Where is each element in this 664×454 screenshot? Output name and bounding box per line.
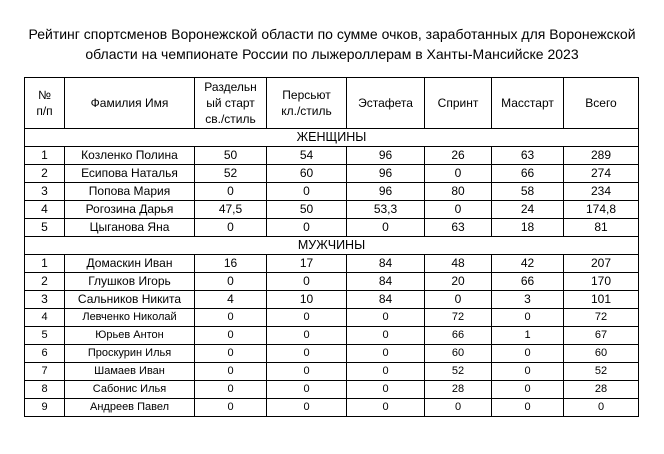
header-name: Фамилия Имя <box>65 78 195 129</box>
cell-relay: 96 <box>347 183 425 201</box>
cell-relay: 0 <box>347 219 425 237</box>
cell-sprint: 0 <box>425 201 492 219</box>
cell-total: 174,8 <box>564 201 639 219</box>
cell-relay: 84 <box>347 273 425 291</box>
table-row <box>25 363 639 381</box>
title-line-2: области на чемпионате России по лыжероллерам в Ханты-Мансийске 2023 <box>85 46 579 62</box>
cell-pursuit: 0 <box>267 363 347 381</box>
cell-name: Рогозина Дарья <box>65 201 195 219</box>
cell-pursuit: 0 <box>267 345 347 363</box>
header-num: № п/п <box>25 78 65 129</box>
table-row <box>25 219 639 237</box>
cell-name: Андреев Павел <box>65 399 195 417</box>
table-row <box>25 399 639 417</box>
cell-name: Есипова Наталья <box>65 165 195 183</box>
cell-sprint: 48 <box>425 255 492 273</box>
cell-relay: 0 <box>347 327 425 345</box>
table-row <box>25 201 639 219</box>
cell-massstart: 66 <box>492 165 564 183</box>
cell-num: 2 <box>25 273 65 291</box>
cell-separate: 0 <box>195 309 267 327</box>
table-row <box>25 147 639 165</box>
table-row <box>25 183 639 201</box>
cell-pursuit: 0 <box>267 327 347 345</box>
cell-sprint: 72 <box>425 309 492 327</box>
cell-massstart: 0 <box>492 381 564 399</box>
cell-total: 28 <box>564 381 639 399</box>
cell-sprint: 0 <box>425 165 492 183</box>
table-body <box>25 129 639 417</box>
cell-total: 0 <box>564 399 639 417</box>
cell-num: 9 <box>25 399 65 417</box>
cell-num: 4 <box>25 201 65 219</box>
cell-separate: 0 <box>195 345 267 363</box>
cell-separate: 52 <box>195 165 267 183</box>
cell-relay: 0 <box>347 309 425 327</box>
cell-name: Левченко Николай <box>65 309 195 327</box>
table-row <box>25 345 639 363</box>
cell-relay: 0 <box>347 381 425 399</box>
cell-massstart: 0 <box>492 399 564 417</box>
cell-separate: 0 <box>195 327 267 345</box>
cell-separate: 4 <box>195 291 267 309</box>
cell-relay: 0 <box>347 363 425 381</box>
cell-sprint: 28 <box>425 381 492 399</box>
section-label: МУЖЧИНЫ <box>25 237 639 255</box>
rating-table <box>24 77 639 417</box>
cell-separate: 0 <box>195 399 267 417</box>
cell-sprint: 63 <box>425 219 492 237</box>
cell-sprint: 26 <box>425 147 492 165</box>
cell-total: 289 <box>564 147 639 165</box>
cell-num: 2 <box>25 165 65 183</box>
cell-name: Юрьев Антон <box>65 327 195 345</box>
cell-relay: 0 <box>347 399 425 417</box>
cell-pursuit: 0 <box>267 309 347 327</box>
cell-pursuit: 17 <box>267 255 347 273</box>
cell-massstart: 58 <box>492 183 564 201</box>
cell-name: Домаскин Иван <box>65 255 195 273</box>
cell-num: 7 <box>25 363 65 381</box>
header-pursuit: Персьют кл./стиль <box>267 78 347 129</box>
cell-sprint: 52 <box>425 363 492 381</box>
cell-num: 5 <box>25 327 65 345</box>
cell-massstart: 1 <box>492 327 564 345</box>
cell-relay: 84 <box>347 291 425 309</box>
cell-num: 1 <box>25 255 65 273</box>
cell-pursuit: 54 <box>267 147 347 165</box>
header-sprint: Спринт <box>425 78 492 129</box>
cell-total: 274 <box>564 165 639 183</box>
cell-separate: 47,5 <box>195 201 267 219</box>
cell-pursuit: 0 <box>267 273 347 291</box>
cell-num: 3 <box>25 291 65 309</box>
header-relay: Эстафета <box>347 78 425 129</box>
cell-separate: 50 <box>195 147 267 165</box>
table-row <box>25 327 639 345</box>
cell-sprint: 66 <box>425 327 492 345</box>
cell-num: 1 <box>25 147 65 165</box>
cell-num: 5 <box>25 219 65 237</box>
table-row <box>25 381 639 399</box>
table-row <box>25 309 639 327</box>
cell-num: 3 <box>25 183 65 201</box>
cell-total: 60 <box>564 345 639 363</box>
table-row <box>25 273 639 291</box>
cell-total: 101 <box>564 291 639 309</box>
table-row <box>25 291 639 309</box>
cell-separate: 0 <box>195 183 267 201</box>
title-line-1: Рейтинг спортсменов Воронежской области по сумме очков, заработанных для Воронежской <box>28 26 636 42</box>
cell-massstart: 3 <box>492 291 564 309</box>
cell-total: 52 <box>564 363 639 381</box>
cell-relay: 84 <box>347 255 425 273</box>
cell-pursuit: 60 <box>267 165 347 183</box>
cell-pursuit: 0 <box>267 381 347 399</box>
cell-total: 170 <box>564 273 639 291</box>
cell-relay: 53,3 <box>347 201 425 219</box>
cell-relay: 96 <box>347 147 425 165</box>
cell-massstart: 66 <box>492 273 564 291</box>
header-row <box>25 78 639 129</box>
cell-num: 6 <box>25 345 65 363</box>
cell-name: Сальников Никита <box>65 291 195 309</box>
cell-massstart: 0 <box>492 345 564 363</box>
cell-num: 4 <box>25 309 65 327</box>
header-separate-start: Раздельн ый старт св./стиль <box>195 78 267 129</box>
cell-num: 8 <box>25 381 65 399</box>
section-row-men <box>25 237 639 255</box>
cell-name: Проскурин Илья <box>65 345 195 363</box>
cell-name: Попова Мария <box>65 183 195 201</box>
cell-pursuit: 0 <box>267 183 347 201</box>
document-title <box>20 24 644 64</box>
cell-massstart: 0 <box>492 309 564 327</box>
section-label: ЖЕНЩИНЫ <box>25 129 639 147</box>
cell-name: Глушков Игорь <box>65 273 195 291</box>
cell-separate: 0 <box>195 273 267 291</box>
cell-separate: 16 <box>195 255 267 273</box>
cell-pursuit: 0 <box>267 399 347 417</box>
cell-separate: 0 <box>195 219 267 237</box>
table-row <box>25 165 639 183</box>
cell-total: 72 <box>564 309 639 327</box>
cell-pursuit: 0 <box>267 219 347 237</box>
cell-name: Сабонис Илья <box>65 381 195 399</box>
cell-name: Цыганова Яна <box>65 219 195 237</box>
cell-sprint: 0 <box>425 291 492 309</box>
cell-total: 234 <box>564 183 639 201</box>
cell-name: Шамаев Иван <box>65 363 195 381</box>
cell-relay: 0 <box>347 345 425 363</box>
cell-sprint: 0 <box>425 399 492 417</box>
cell-massstart: 24 <box>492 201 564 219</box>
cell-relay: 96 <box>347 165 425 183</box>
cell-total: 81 <box>564 219 639 237</box>
cell-massstart: 18 <box>492 219 564 237</box>
table-row <box>25 255 639 273</box>
header-total: Всего <box>564 78 639 129</box>
cell-pursuit: 50 <box>267 201 347 219</box>
cell-total: 207 <box>564 255 639 273</box>
cell-sprint: 80 <box>425 183 492 201</box>
cell-massstart: 63 <box>492 147 564 165</box>
cell-sprint: 20 <box>425 273 492 291</box>
header-massstart: Масстарт <box>492 78 564 129</box>
cell-separate: 0 <box>195 381 267 399</box>
cell-massstart: 0 <box>492 363 564 381</box>
cell-total: 67 <box>564 327 639 345</box>
cell-separate: 0 <box>195 363 267 381</box>
cell-pursuit: 10 <box>267 291 347 309</box>
cell-sprint: 60 <box>425 345 492 363</box>
cell-massstart: 42 <box>492 255 564 273</box>
section-row-women <box>25 129 639 147</box>
cell-name: Козленко Полина <box>65 147 195 165</box>
